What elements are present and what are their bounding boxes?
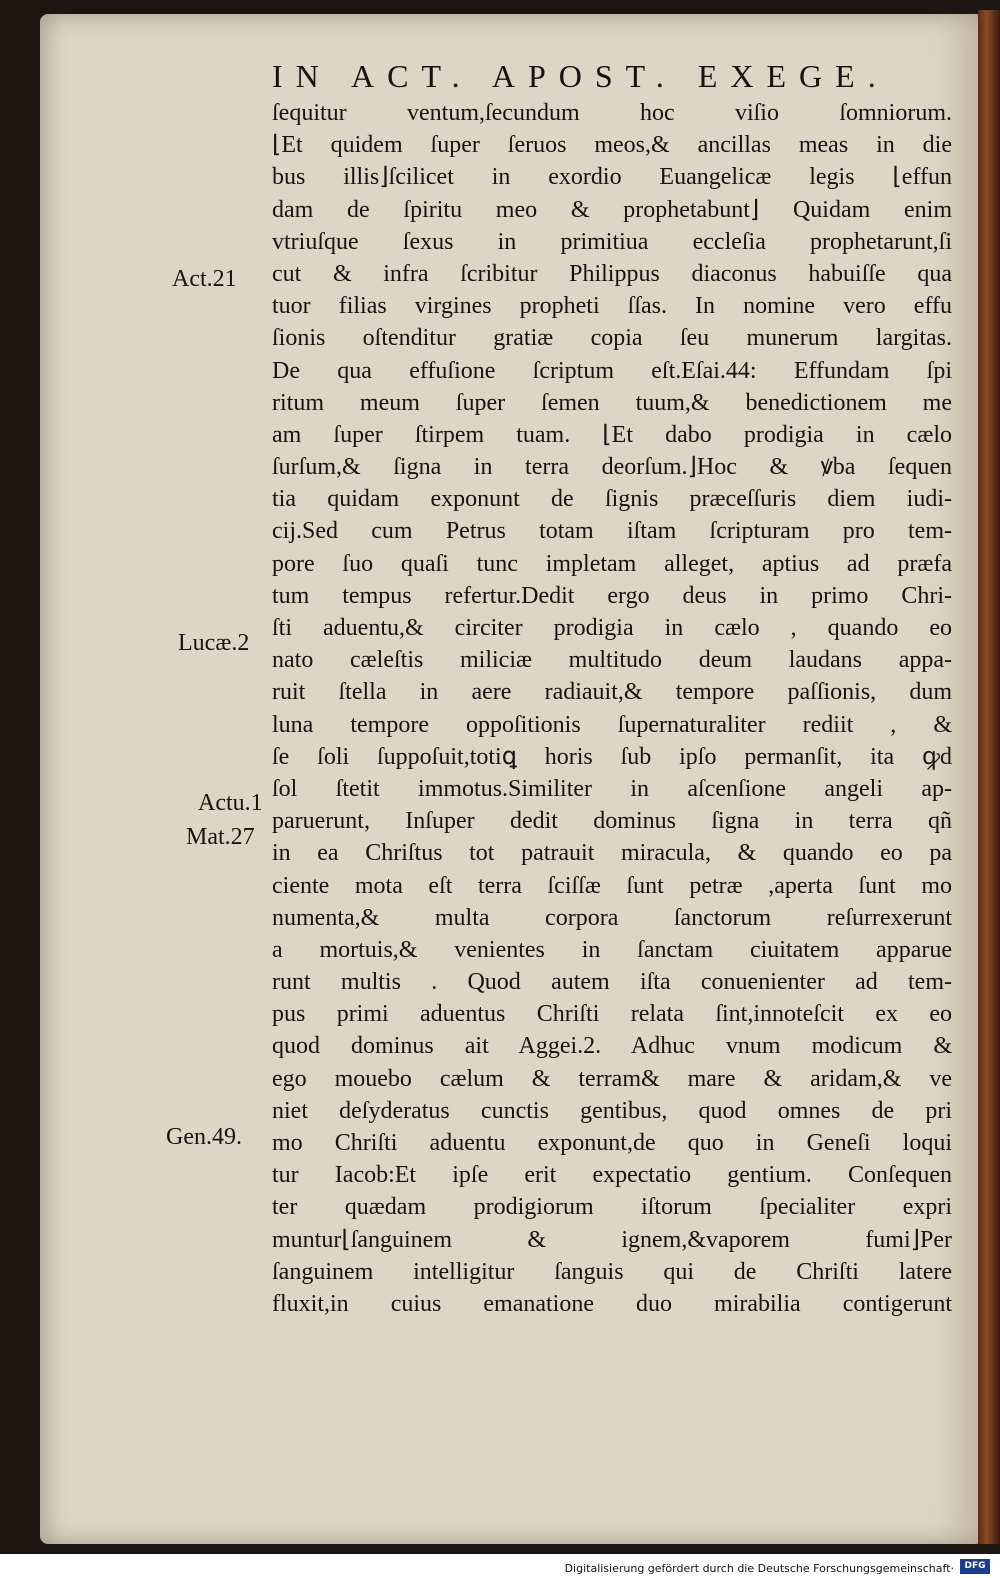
dfg-logo: DFG [960, 1559, 990, 1574]
text-line: bus illis⌋ſcilicet in exordio Euangelicæ legis ⌊effun [272, 164, 952, 191]
text-line: runt multis . Quod autem iſta conuenienter ad tem- [272, 969, 952, 996]
text-line: ſionis oſtenditur gratiæ copia ſeu munerum largitas. [272, 325, 952, 352]
margin-note-act21: Act.21 [172, 266, 237, 292]
text-line: De qua effuſione ſcriptum eſt.Eſai.44: Effundam ſpi [272, 357, 952, 384]
text-line: pus primi aduentus Chriſti relata ſint,innoteſcit ex eo [272, 1001, 952, 1028]
text-line: niet deſyderatus cunctis gentibus, quod omnes de pri [272, 1097, 952, 1124]
text-line: muntur⌊ſanguinem & ignem,&vaporem fumi⌋Per [272, 1226, 952, 1253]
text-line: ciente mota eſt terra ſciſſæ ſunt petræ ,aperta ſunt mo [272, 872, 952, 899]
text-line: numenta,& multa corpora ſanctorum reſurrexerunt [272, 904, 952, 931]
footer-bar [0, 1554, 1000, 1578]
text-line: pore ſuo quaſi tunc impletam alleget, aptius ad præfa [272, 550, 952, 577]
margin-note-gen49: Gen.49. [166, 1124, 242, 1150]
text-line: tur Iacob:Et ipſe erit expectatio gentium. Conſequen [272, 1162, 952, 1189]
margin-note-actu1: Actu.1 [198, 790, 263, 816]
text-line: tia quidam exponunt de ſignis præceſſuris diem iudi- [272, 486, 952, 513]
text-line: tuor filias virgines propheti ſſas. In nomine vero effu [272, 293, 952, 320]
text-line: cut & infra ſcribitur Philippus diaconus habuiſſe qua [272, 260, 952, 287]
text-line: ſe ſoli ſuppoſuit,totiꝗ horis ſub ipſo permanſit, ita ꝙd [272, 743, 952, 770]
margin-note-luc2: Lucæ.2 [178, 630, 250, 656]
text-line: paruerunt, Inſuper dedit dominus ſigna in terra qñ [272, 808, 952, 835]
digitization-credit: Digitalisierung gefördert durch die Deutsche Forschungsgemeinschaft· [564, 1562, 954, 1575]
text-line: ſti aduentu,& circiter prodigia in cælo , quando eo [272, 615, 952, 641]
text-line: am ſuper ſtirpem tuam. ⌊Et dabo prodigia in cælo [272, 421, 952, 448]
text-line: ſurſum,& ſigna in terra deorſum.⌋Hoc & ꝟba ſequen [272, 454, 952, 481]
text-line: ⌊Et quidem ſuper ſeruos meos,& ancillas meas in die [272, 132, 952, 159]
text-line: ſequitur ventum,ſecundum hoc viſio ſomniorum. [272, 100, 952, 126]
text-line: ſanguinem intelligitur ſanguis qui de Chriſti latere [272, 1258, 952, 1285]
text-line: ſol ſtetit immotus.Similiter in aſcenſione angeli ap- [272, 775, 952, 802]
page-edge [978, 10, 1000, 1544]
text-line: dam de ſpiritu meo & prophetabunt⌋ Quidam enim [272, 196, 952, 223]
text-line: a mortuis,& venientes in ſanctam ciuitatem apparue [272, 936, 952, 963]
text-line: quod dominus ait Aggei.2. Adhuc vnum modicum & [272, 1033, 952, 1060]
text-line: fluxit,in cuius emanatione duo mirabilia contigerunt [272, 1290, 952, 1317]
text-line: ruit ſtella in aere radiauit,& tempore paſſionis, dum [272, 679, 952, 706]
running-title: IN ACT. APOST. EXEGE. [272, 58, 889, 94]
margin-note-mat27: Mat.27 [186, 824, 255, 850]
text-line: ter quædam prodigiorum iſtorum ſpecialiter expri [272, 1194, 952, 1221]
text-line: luna tempore oppoſitionis ſupernaturaliter rediit , & [272, 711, 952, 738]
text-line: tum tempus refertur.Dedit ergo deus in primo Chri- [272, 582, 952, 609]
text-line: nato cæleſtis miliciæ multitudo deum laudans appa- [272, 647, 952, 674]
text-line: ego mouebo cælum & terram& mare & aridam,& ve [272, 1065, 952, 1092]
text-line: ritum meum ſuper ſemen tuum,& benedictionem me [272, 389, 952, 416]
body-text [272, 97, 952, 1320]
text-line: cij.Sed cum Petrus totam iſtam ſcripturam pro tem- [272, 518, 952, 545]
text-line: mo Chriſti aduentu exponunt,de quo in Geneſi loqui [272, 1130, 952, 1156]
text-line: vtriuſque ſexus in primitiua eccleſia prophetarunt,ſi [272, 228, 952, 255]
text-line: in ea Chriſtus tot patrauit miracula, & quando eo pa [272, 840, 952, 867]
